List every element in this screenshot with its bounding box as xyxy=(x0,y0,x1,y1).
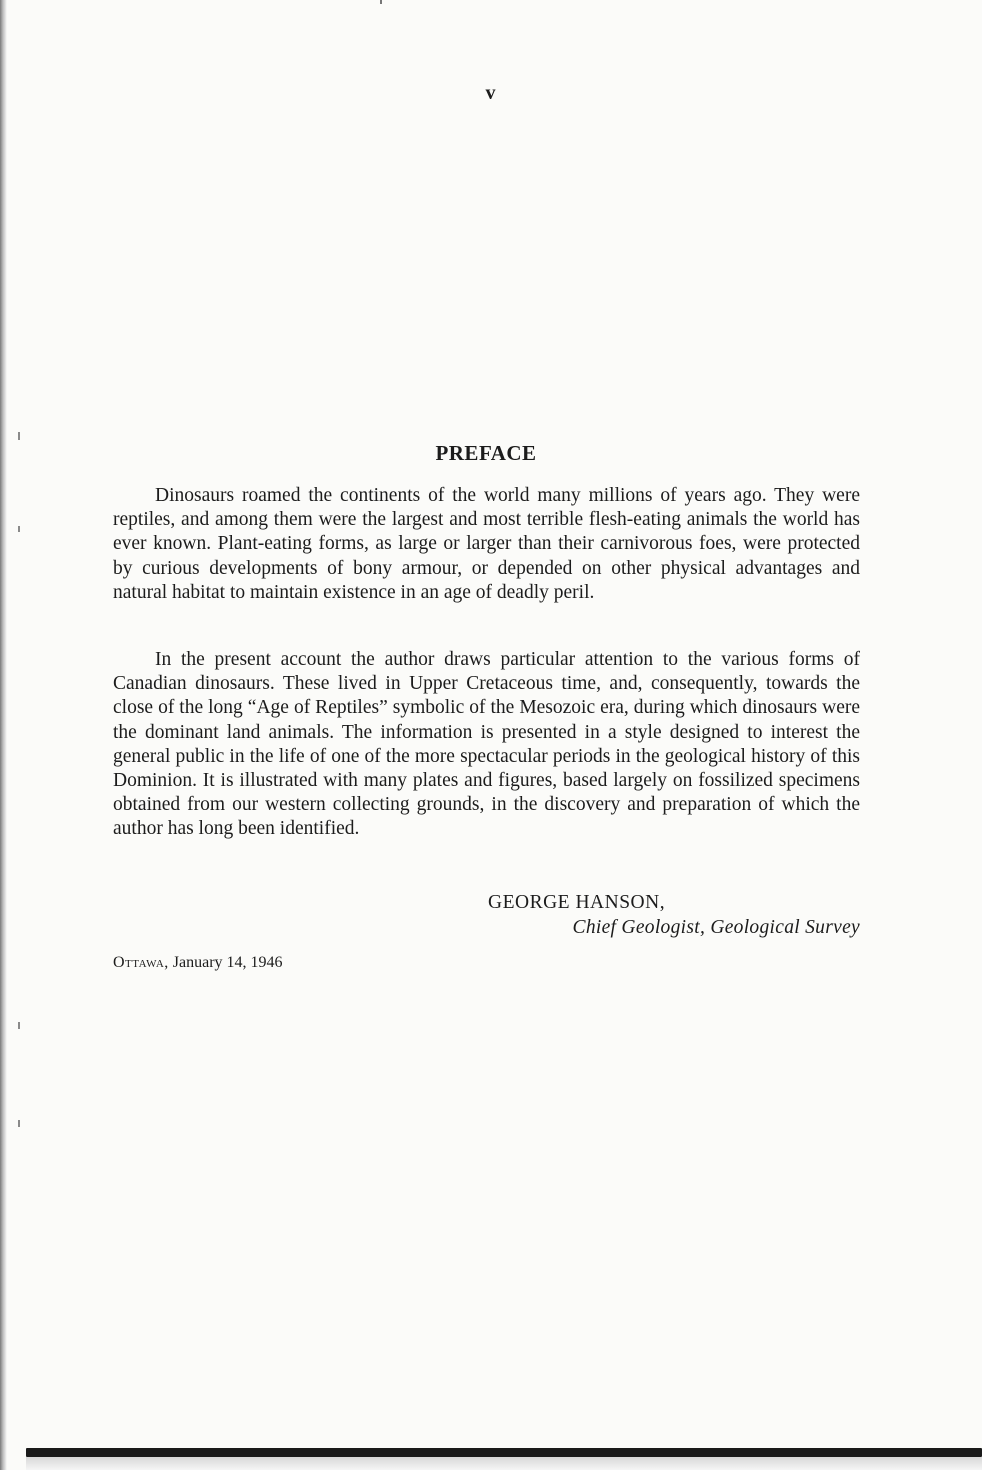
preface-paragraph-2: In the present account the author draws particular attention to the various forms of Canadian dinosaurs. These lived in Upper Cretaceous time, and, consequently, towards the close of the long “Age of Reptiles” symbolic of the Mesozoic era, during which dinosaurs were the dominant land animals. The information is presented in a style designed to interest the general public in the life of one of the more spectacular periods in the geological history of this Dominion. It is illustrated with many plates and figures, based largely on fossilized specimens obtained from our western collecting grounds, in the discovery and preparation of which the author has long been identified. xyxy=(113,649,860,840)
scan-mark xyxy=(18,1022,20,1029)
signature-name: GEORGE HANSON, xyxy=(488,892,666,913)
dateline xyxy=(113,954,283,972)
scan-mark xyxy=(18,432,20,440)
page-title: PREFACE xyxy=(435,441,537,465)
dateline-date: January 14, 1946 xyxy=(172,954,283,971)
preface-paragraph-1: Dinosaurs roamed the continents of the world many millions of years ago. They were reptiles, and among them were the largest and most terrible flesh-eating animals the world has ever known. Plant-eating forms, as large or larger than their carnivorous foes, were protected by curious developments of bony armour, or depended on other physical advantages and natural habitat to maintain existence in an age of deadly peril. xyxy=(113,485,860,603)
bottom-page-edge xyxy=(26,1448,982,1457)
page-binding-edge xyxy=(0,0,7,1470)
signature-title: Chief Geologist, Geological Survey xyxy=(572,917,860,938)
scan-mark xyxy=(18,526,20,532)
dateline-place: Ottawa, xyxy=(113,954,169,971)
scan-mark xyxy=(380,0,382,4)
bottom-page-shadow xyxy=(26,1457,982,1470)
scan-mark xyxy=(18,1120,20,1127)
page-number: v xyxy=(485,82,497,104)
